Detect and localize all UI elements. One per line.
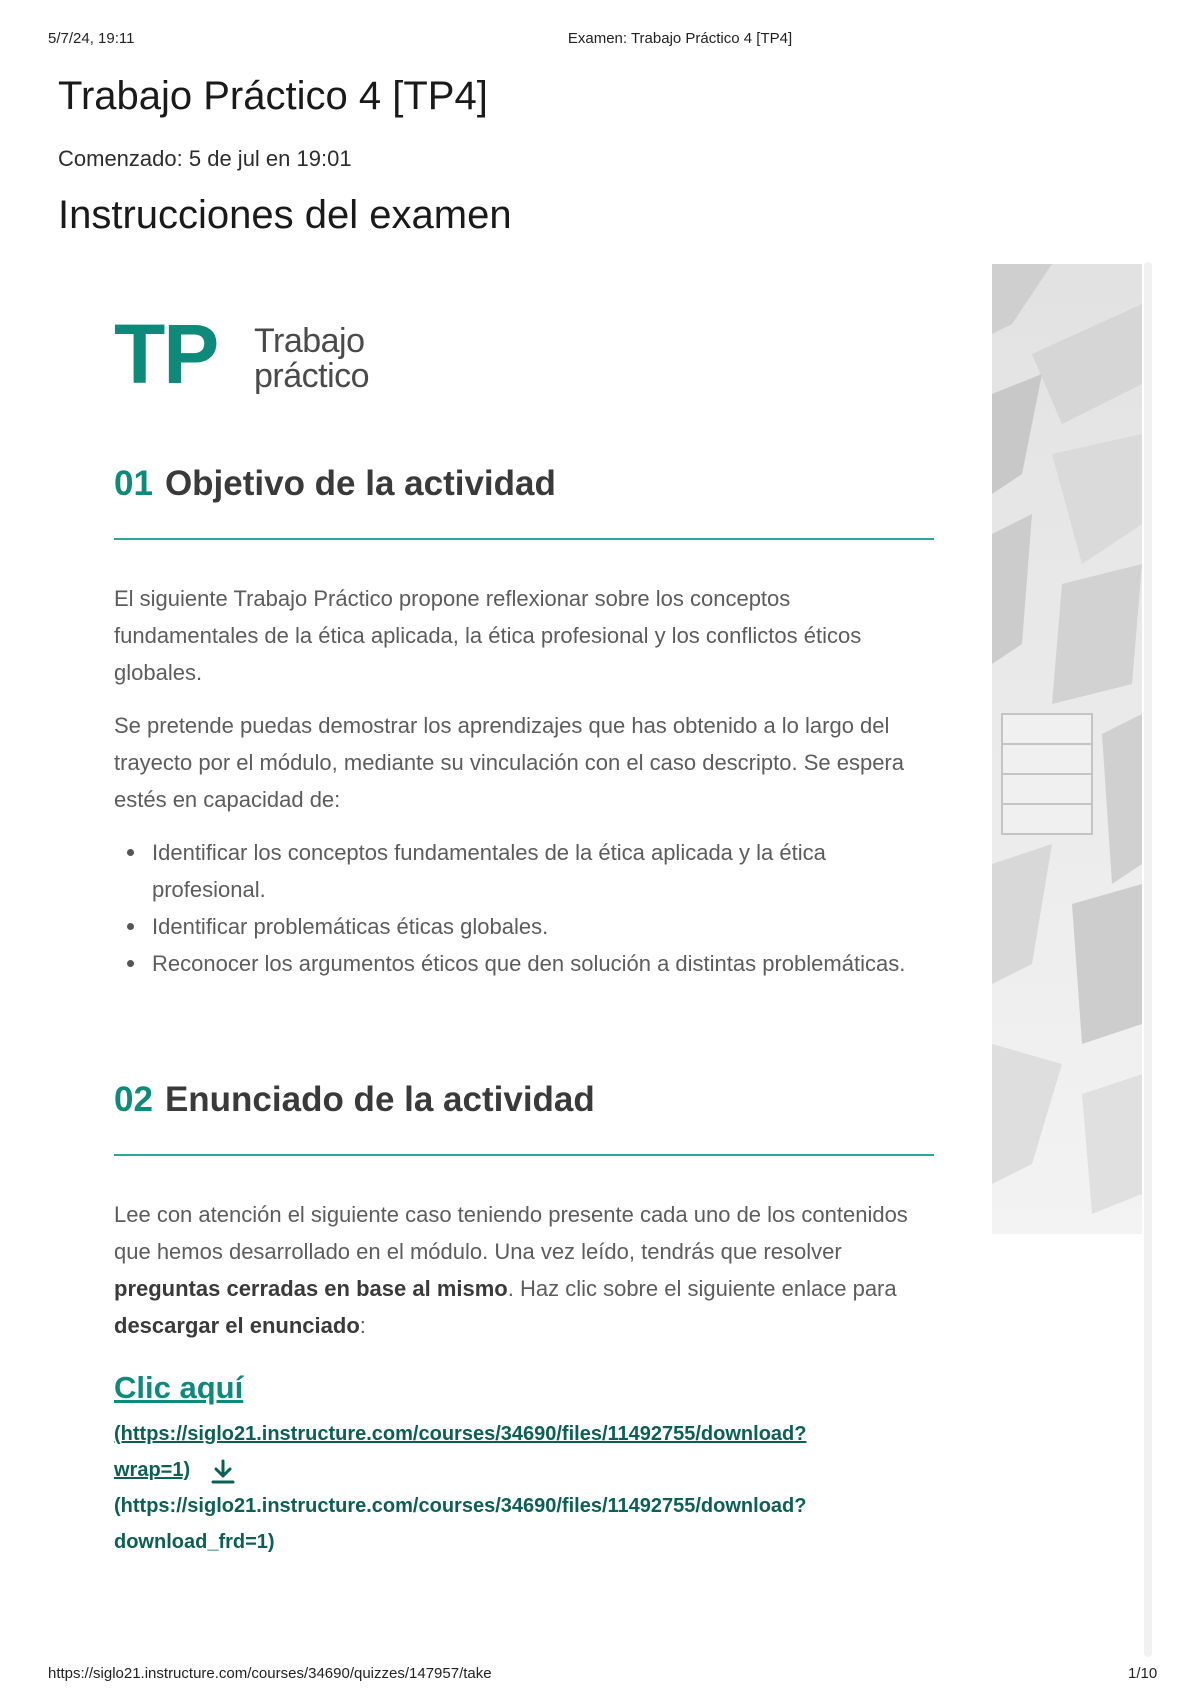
- list-item: Identificar los conceptos fundamentales de la ética aplicada y la ética profesional.: [114, 834, 914, 908]
- section-objective-header: [114, 464, 934, 504]
- section-number: 02: [114, 1080, 153, 1119]
- logo-mark: TP: [114, 307, 218, 401]
- section-number: 01: [114, 464, 153, 503]
- statement-text-1: Lee con atención el siguiente caso teniendo presente cada uno de los contenidos que hemos desarrollado en el módulo. Una vez leído, tendrás que resolver: [114, 1202, 908, 1264]
- print-date: 5/7/24, 19:11: [48, 30, 135, 47]
- list-item: Reconocer los argumentos éticos que den solución a distintas problemáticas.: [114, 945, 914, 982]
- started-label: Comenzado:: [58, 146, 183, 171]
- download-icon[interactable]: [210, 1458, 236, 1486]
- download-url-line2[interactable]: download_frd=1): [114, 1531, 275, 1553]
- page-title: Trabajo Práctico 4 [TP4]: [58, 74, 488, 118]
- section-statement-title: [114, 1080, 934, 1120]
- download-url-line1[interactable]: (https://siglo21.instructure.com/courses/34690/files/11492755/download?: [114, 1495, 807, 1517]
- started-value: 5 de jul en 19:01: [188, 146, 352, 171]
- logo-text-line2: práctico: [254, 357, 370, 395]
- objective-paragraph-1: El siguiente Trabajo Práctico propone reflexionar sobre los conceptos fundamentales de la ética aplicada, la ética profesional y los conflictos éticos globales.: [114, 586, 862, 685]
- objective-list: [114, 834, 914, 982]
- statement-bold-2: descargar el enunciado: [114, 1313, 360, 1338]
- statement-bold-1: preguntas cerradas en base al mismo: [114, 1276, 508, 1301]
- list-item: Identificar problemáticas éticas globales.: [114, 908, 914, 945]
- decorative-banner-image: [992, 264, 1142, 1234]
- link-url-line1[interactable]: (https://siglo21.instructure.com/courses/34690/files/11492755/download?: [114, 1423, 807, 1445]
- section-statement-header: [114, 1080, 934, 1120]
- statement-text-3: :: [359, 1313, 366, 1338]
- section-title-text: Enunciado de la actividad: [164, 1080, 595, 1119]
- started-info: [58, 146, 352, 172]
- section-title-text: Objetivo de la actividad: [164, 464, 556, 503]
- print-page-number: 1/10: [1128, 1665, 1158, 1682]
- section-divider: [114, 1154, 934, 1156]
- section-objective-title: [114, 464, 934, 504]
- print-footer-url: https://siglo21.instructure.com/courses/34690/quizzes/147957/take: [48, 1665, 492, 1682]
- statement-text-2: . Haz clic sobre el siguiente enlace para: [507, 1276, 897, 1301]
- statement-paragraph: [114, 1196, 914, 1344]
- instructions-heading: Instrucciones del examen: [58, 193, 512, 237]
- scrollbar[interactable]: [1144, 262, 1152, 1657]
- logo-text-line1: Trabajo: [254, 322, 365, 360]
- link-url-line2[interactable]: wrap=1): [114, 1459, 191, 1481]
- print-title: Examen: Trabajo Práctico 4 [TP4]: [567, 30, 793, 47]
- clic-aqui-link[interactable]: Clic aquí: [114, 1370, 244, 1405]
- section-divider: [114, 538, 934, 540]
- objective-paragraph-2: Se pretende puedas demostrar los aprendizajes que has obtenido a lo largo del trayecto por el módulo, mediante su vinculación con el caso descripto. Se espera estés en capacidad de:: [114, 713, 904, 812]
- decorative-banner-graphic: [992, 264, 1142, 1234]
